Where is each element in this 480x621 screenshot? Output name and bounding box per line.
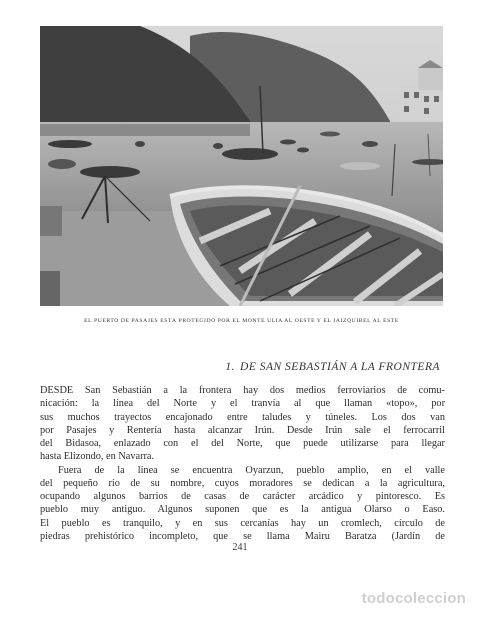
body-text <box>40 384 445 543</box>
paragraph-line: piedras prehistórico incompleto, que se llama Mairu Baratza (Jardín de <box>40 530 445 542</box>
photo-caption: EL PUERTO DE PASAJES ESTÁ PROTEGIDO POR EL MONTE ULÍA AL OESTE Y EL JAIZQUIBEL AL ESTE <box>84 318 399 324</box>
watermark-logo: todocoleccion <box>361 590 466 607</box>
paragraph-line: hasta Elizondo, en Navarra. <box>40 451 155 463</box>
harbor-photo <box>40 26 443 306</box>
harbor-photo-drawing <box>40 26 443 306</box>
paragraph-line: nicación: la línea del Norte y el tranvía al que llaman «topo», por <box>40 398 445 410</box>
section-title: DE SAN SEBASTIÁN A LA FRONTERA <box>240 361 440 373</box>
paragraph-line: Fuera de la línea se encuentra Oyarzun, pueblo amplio, en el valle <box>58 464 445 476</box>
paragraph-line: DESDE San Sebastián a la frontera hay dos medios ferroviarios de comu- <box>40 385 445 396</box>
paragraph-line: del pequeño río de su nombre, cuyos moradores se dedican a la agricultura, <box>40 477 445 489</box>
paragraph-line: sus muchos trayectos encajonado entre taludes y túneles. Los dos van <box>40 411 445 423</box>
paragraph-line: ocupando algunos barrios de casas de carácter arcádico y pintoresco. Es <box>40 491 445 502</box>
paragraph-line: El pueblo es tranquilo, y en sus cercanías hay un cromlech, círculo de <box>40 517 445 529</box>
paragraph-line: pueblo muy antiguo. Algunos suponen que es la antigua Olarso o Easo. <box>40 504 445 516</box>
section-heading <box>225 361 440 373</box>
page-number: 241 <box>232 542 248 553</box>
section-number: 1. <box>225 361 236 373</box>
paragraph-line: por Pasajes y Rentería hasta alcanzar Irún. Desde Irún sale el ferrocarril <box>40 424 445 436</box>
paragraph-line: del Bidasoa, enlazado con el del Norte, que puede utilizarse para llegar <box>40 438 445 449</box>
